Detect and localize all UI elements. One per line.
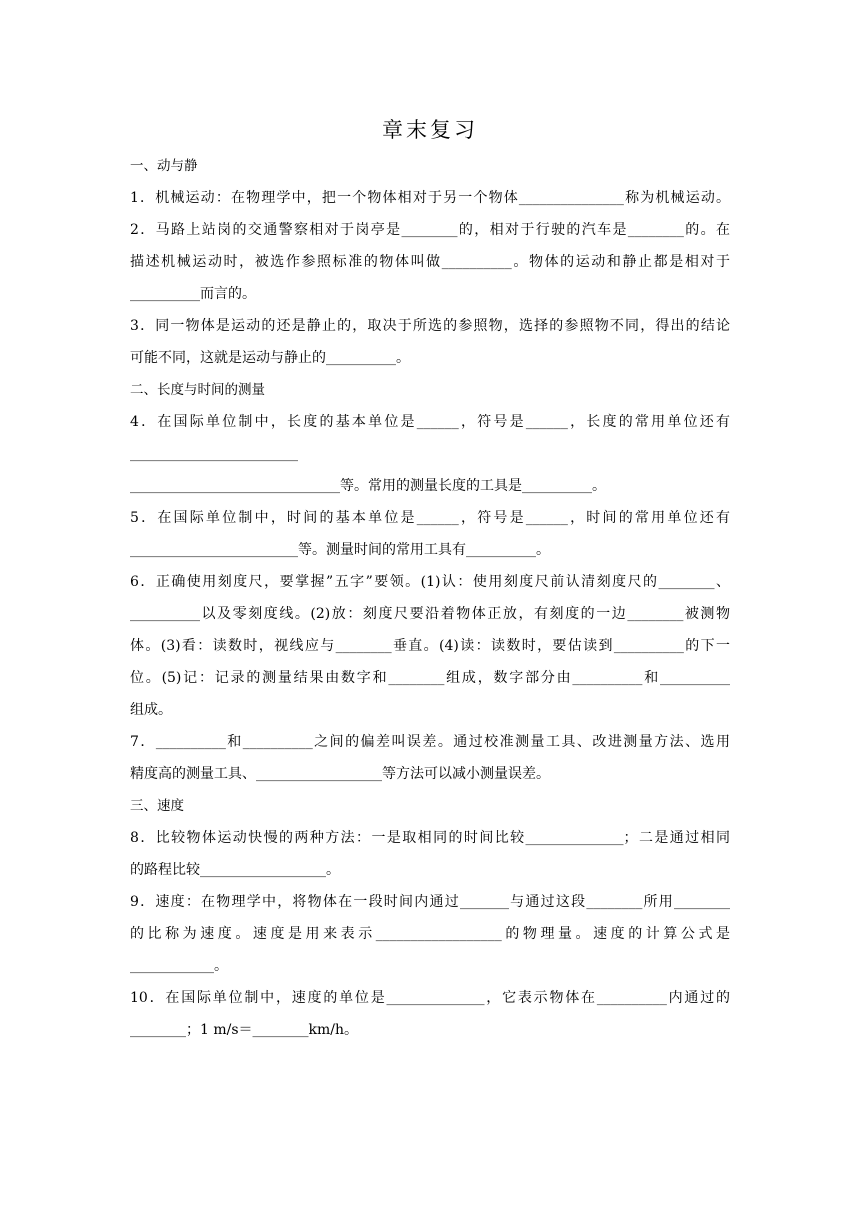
text-line: ________________________等。测量时间的常用工具有__________。 bbox=[130, 542, 550, 558]
text-line: ______________________________等。常用的测量长度的工具是__________。 bbox=[130, 478, 606, 494]
text-line: 10．在国际单位制中，速度的单位是______________，它表示物体在__________内通过的 bbox=[130, 990, 730, 1006]
text-line: ____________。 bbox=[130, 958, 228, 974]
text-line: 7．__________和__________之间的偏差叫误差。通过校准测量工具、改进测量方法、选用 bbox=[130, 734, 730, 750]
document-body bbox=[130, 150, 730, 1046]
text-line: 组成。 bbox=[130, 702, 172, 718]
text-line: 可能不同，这就是运动与静止的__________。 bbox=[130, 350, 410, 366]
text-line: 位。(5)记：记录的测量结果由数字和________组成，数字部分由__________和__________ bbox=[130, 670, 730, 686]
text-line: __________而言的。 bbox=[130, 286, 256, 302]
text-line: __________以及零刻度线。(2)放：刻度尺要沿着物体正放，有刻度的一边________被测物 bbox=[130, 606, 730, 622]
text-line: 1．机械运动：在物理学中，把一个物体相对于另一个物体_______________称为机械运动。 bbox=[130, 190, 730, 206]
text-line: 5．在国际单位制中，时间的基本单位是______，符号是______，时间的常用单位还有 bbox=[130, 510, 730, 526]
text-line: 4．在国际单位制中，长度的基本单位是______，符号是______，长度的常用单位还有 bbox=[130, 414, 730, 430]
text-line: 体。(3)看：读数时，视线应与________垂直。(4)读：读数时，要估读到__________的下一 bbox=[130, 638, 730, 654]
text-line: 描述机械运动时，被选作参照标准的物体叫做__________。物体的运动和静止都是相对于 bbox=[130, 254, 730, 270]
text-line: 3．同一物体是运动的还是静止的，取决于所选的参照物，选择的参照物不同，得出的结论 bbox=[130, 318, 730, 334]
section-heading: 三、速度 bbox=[130, 798, 184, 814]
text-line: 8．比较物体运动快慢的两种方法：一是取相同的时间比较______________；二是通过相同 bbox=[130, 830, 730, 846]
text-line: 精度高的测量工具、__________________等方法可以减小测量误差。 bbox=[130, 766, 550, 782]
text-line: ________________________ bbox=[130, 446, 298, 462]
text-line: 9．速度：在物理学中，将物体在一段时间内通过_______与通过这段________所用________ bbox=[130, 894, 730, 910]
section-heading: 二、长度与时间的测量 bbox=[130, 382, 265, 398]
text-line: 2．马路上站岗的交通警察相对于岗亭是________的，相对于行驶的汽车是________的。在 bbox=[130, 222, 730, 238]
text-line: 6．正确使用刻度尺，要掌握”五字”要领。(1)认：使用刻度尺前认清刻度尺的________、 bbox=[130, 574, 730, 590]
page-title: 章末复习 bbox=[382, 118, 478, 142]
section-heading: 一、动与静 bbox=[130, 158, 198, 174]
text-line: 的路程比较__________________。 bbox=[130, 862, 340, 878]
text-line: 的比称为速度。速度是用来表示__________________的物理量。速度的计算公式是 bbox=[130, 926, 730, 942]
text-line: ________；1 m/s＝________km/h。 bbox=[130, 1022, 359, 1038]
